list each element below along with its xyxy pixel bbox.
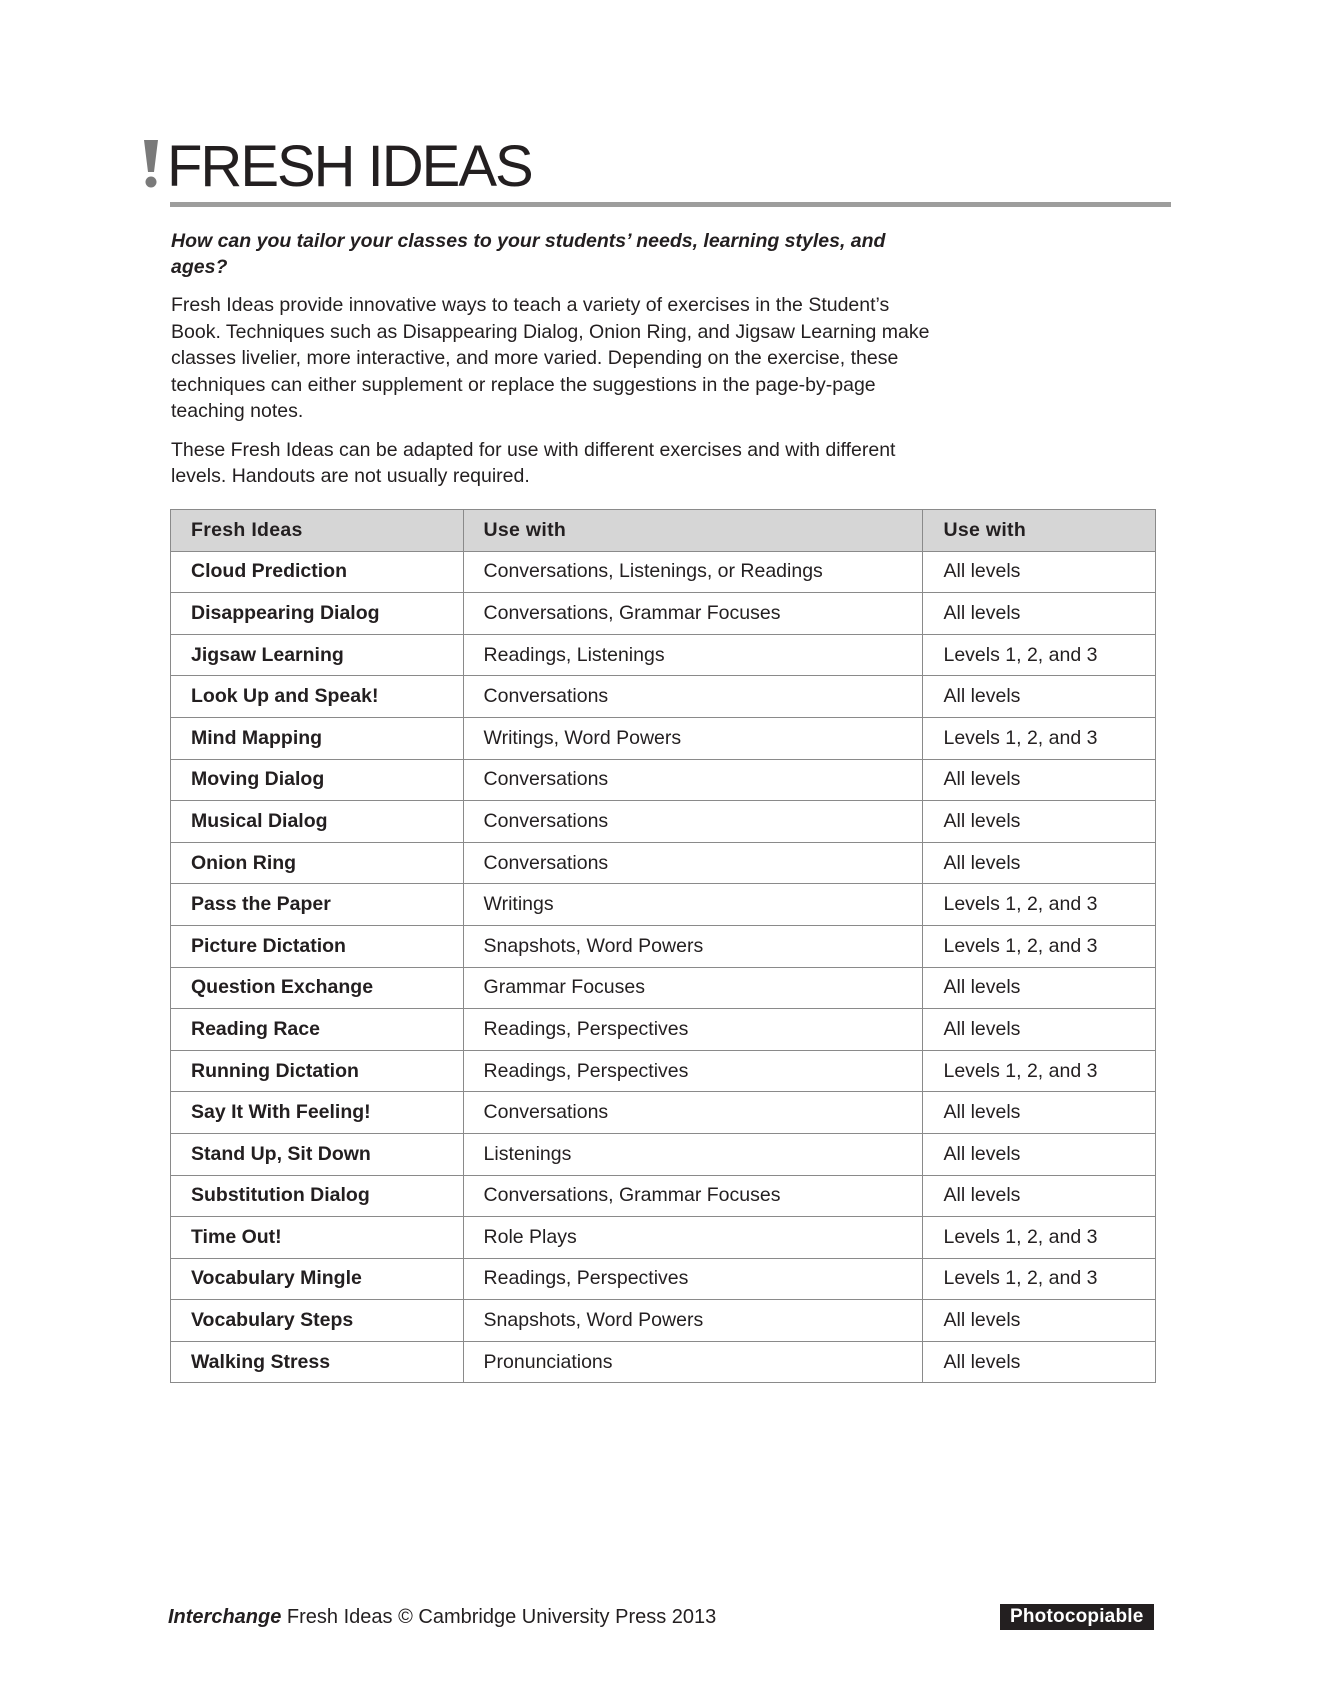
intro-paragraph: These Fresh Ideas can be adapted for use with different exercises and with different levels. Handouts are not usually required.: [171, 438, 896, 487]
table-row: [171, 1341, 1156, 1383]
level-cell: All levels: [923, 759, 1156, 801]
use-with-cell: Conversations, Listenings, or Readings: [463, 551, 923, 593]
use-with-cell: Conversations: [463, 759, 923, 801]
page-title: FRESH IDEAS: [167, 134, 532, 199]
use-with-cell: Conversations, Grammar Focuses: [463, 593, 923, 635]
use-with-cell: Pronunciations: [463, 1341, 923, 1383]
idea-name-cell: Picture Dictation: [171, 925, 464, 967]
use-with-cell: Snapshots, Word Powers: [463, 925, 923, 967]
idea-name-cell: Moving Dialog: [171, 759, 464, 801]
table-row: [171, 1258, 1156, 1300]
intro-question: How can you tailor your classes to your students’ needs, learning styles, and ages?: [171, 230, 886, 278]
use-with-cell: Conversations: [463, 676, 923, 718]
use-with-cell: Role Plays: [463, 1217, 923, 1259]
level-cell: All levels: [923, 1341, 1156, 1383]
level-cell: All levels: [923, 1009, 1156, 1051]
use-with-cell: Writings, Word Powers: [463, 717, 923, 759]
use-with-cell: Readings, Perspectives: [463, 1258, 923, 1300]
level-cell: All levels: [923, 842, 1156, 884]
exclamation-icon: [141, 138, 161, 190]
idea-name-cell: Stand Up, Sit Down: [171, 1133, 464, 1175]
table-row: [171, 676, 1156, 718]
idea-name-cell: Vocabulary Mingle: [171, 1258, 464, 1300]
level-cell: All levels: [923, 676, 1156, 718]
use-with-cell: Readings, Perspectives: [463, 1009, 923, 1051]
idea-name-cell: Walking Stress: [171, 1341, 464, 1383]
use-with-cell: Conversations: [463, 1092, 923, 1134]
level-cell: All levels: [923, 1175, 1156, 1217]
idea-name-cell: Time Out!: [171, 1217, 464, 1259]
idea-name-cell: Substitution Dialog: [171, 1175, 464, 1217]
table-row: [171, 1175, 1156, 1217]
level-cell: Levels 1, 2, and 3: [923, 634, 1156, 676]
use-with-cell: Readings, Perspectives: [463, 1050, 923, 1092]
title-row: [141, 128, 1171, 200]
fresh-ideas-table: [170, 509, 1156, 1383]
level-cell: All levels: [923, 967, 1156, 1009]
level-cell: All levels: [923, 1092, 1156, 1134]
table-row: [171, 759, 1156, 801]
table-row: [171, 1009, 1156, 1051]
intro-section: [171, 228, 931, 502]
level-cell: Levels 1, 2, and 3: [923, 1258, 1156, 1300]
table-header-row: [171, 510, 1156, 552]
table-row: [171, 884, 1156, 926]
use-with-cell: Conversations, Grammar Focuses: [463, 1175, 923, 1217]
footer-copyright: Fresh Ideas © Cambridge University Press 2013: [281, 1606, 717, 1628]
level-cell: Levels 1, 2, and 3: [923, 717, 1156, 759]
use-with-cell: Grammar Focuses: [463, 967, 923, 1009]
idea-name-cell: Vocabulary Steps: [171, 1300, 464, 1342]
table-row: [171, 801, 1156, 843]
table-row: [171, 634, 1156, 676]
idea-name-cell: Say It With Feeling!: [171, 1092, 464, 1134]
idea-name-cell: Running Dictation: [171, 1050, 464, 1092]
title-block: [141, 128, 1171, 200]
use-with-cell: Readings, Listenings: [463, 634, 923, 676]
intro-paragraph: Fresh Ideas provide innovative ways to teach a variety of exercises in the Student’s Book. Techniques such as Disappearing Dialog, Onion Ring, and Jigsaw Learning make classes livelier, more interactive, and more varied. Depending on the exercise, these techniques can either supplement or replace the suggestions in the page-by-page teaching notes.: [171, 294, 930, 422]
table-row: [171, 1133, 1156, 1175]
table-row: [171, 1217, 1156, 1259]
idea-name-cell: Onion Ring: [171, 842, 464, 884]
idea-name-cell: Look Up and Speak!: [171, 676, 464, 718]
level-cell: Levels 1, 2, and 3: [923, 1050, 1156, 1092]
idea-name-cell: Jigsaw Learning: [171, 634, 464, 676]
level-cell: All levels: [923, 1300, 1156, 1342]
idea-name-cell: Question Exchange: [171, 967, 464, 1009]
table-row: [171, 842, 1156, 884]
table-row: [171, 967, 1156, 1009]
level-cell: Levels 1, 2, and 3: [923, 884, 1156, 926]
idea-name-cell: Cloud Prediction: [171, 551, 464, 593]
column-header: Fresh Ideas: [171, 510, 464, 552]
footer-brand: Interchange: [168, 1606, 282, 1628]
level-cell: Levels 1, 2, and 3: [923, 1217, 1156, 1259]
level-cell: All levels: [923, 801, 1156, 843]
use-with-cell: Conversations: [463, 842, 923, 884]
footer: [168, 1606, 1168, 1636]
idea-name-cell: Reading Race: [171, 1009, 464, 1051]
table-row: [171, 717, 1156, 759]
table-body: [171, 551, 1156, 1383]
use-with-cell: Writings: [463, 884, 923, 926]
table-row: [171, 925, 1156, 967]
level-cell: Levels 1, 2, and 3: [923, 925, 1156, 967]
use-with-cell: Listenings: [463, 1133, 923, 1175]
column-header: Use with: [463, 510, 923, 552]
level-cell: All levels: [923, 551, 1156, 593]
idea-name-cell: Musical Dialog: [171, 801, 464, 843]
use-with-cell: Conversations: [463, 801, 923, 843]
level-cell: All levels: [923, 593, 1156, 635]
table-row: [171, 1300, 1156, 1342]
idea-name-cell: Pass the Paper: [171, 884, 464, 926]
footer-credit: [168, 1606, 716, 1629]
table-row: [171, 551, 1156, 593]
table-row: [171, 593, 1156, 635]
idea-name-cell: Mind Mapping: [171, 717, 464, 759]
table-row: [171, 1050, 1156, 1092]
table-row: [171, 1092, 1156, 1134]
level-cell: All levels: [923, 1133, 1156, 1175]
column-header: Use with: [923, 510, 1156, 552]
title-rule: [170, 202, 1171, 207]
idea-name-cell: Disappearing Dialog: [171, 593, 464, 635]
photocopiable-badge: Photocopiable: [1000, 1604, 1154, 1630]
use-with-cell: Snapshots, Word Powers: [463, 1300, 923, 1342]
